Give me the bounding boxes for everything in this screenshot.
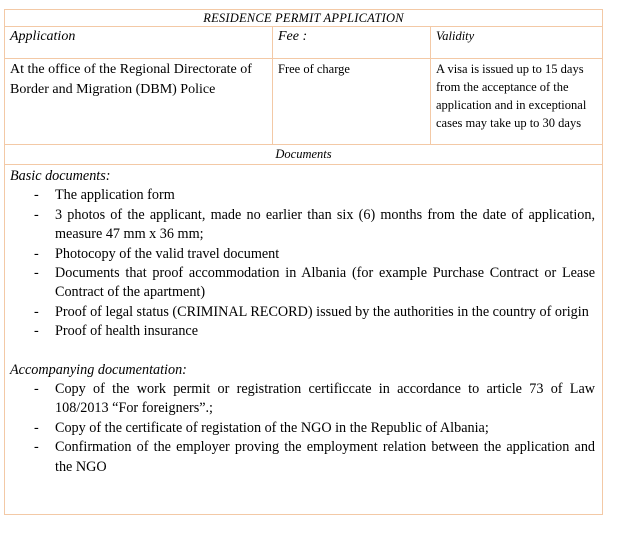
table-title: RESIDENCE PERMIT APPLICATION	[5, 10, 603, 27]
list-item: - Proof of legal status (CRIMINAL RECORD) issued by the authorities in the country of origin	[55, 303, 597, 322]
spacer	[10, 342, 597, 361]
application-header: Application	[5, 27, 273, 59]
permit-table	[4, 9, 603, 515]
list-item: - Copy of the work permit or registration certificcate in accordance to article 73 of Law 108/2013 “For foreigners”.;	[55, 380, 597, 419]
list-item: - Copy of the certificate of registation of the NGO in the Republic of Albania;	[55, 419, 597, 438]
residence-permit-document	[4, 9, 602, 515]
fee-header: Fee :	[273, 27, 431, 59]
list-item: - Confirmation of the employer proving the employment relation between the application and the NGO	[55, 438, 597, 477]
documents-cell	[5, 165, 603, 515]
list-item: - Proof of health insurance	[55, 322, 597, 341]
validity-cell: A visa is issued up to 15 days from the acceptance of the application and in exceptional cases may take up to 30 days	[431, 59, 603, 145]
list-item: - Photocopy of the valid travel document	[55, 245, 597, 264]
list-item: - 3 photos of the applicant, made no earlier than six (6) months from the date of application, measure 47 mm x 36 mm;	[55, 206, 597, 245]
list-item: - Documents that proof accommodation in Albania (for example Purchase Contract or Lease Contract of the apartment)	[55, 264, 597, 303]
fee-cell: Free of charge	[273, 59, 431, 145]
documents-header: Documents	[5, 145, 603, 165]
validity-header: Validity	[431, 27, 603, 59]
application-cell: At the office of the Regional Directorate of Border and Migration (DBM) Police	[5, 59, 273, 145]
basic-documents-heading: Basic documents:	[10, 168, 111, 184]
basic-documents-list	[10, 186, 597, 341]
accompanying-documentation-list	[10, 380, 597, 477]
accompanying-documentation-heading: Accompanying documentation:	[10, 361, 187, 378]
list-item: - The application form	[55, 186, 597, 205]
